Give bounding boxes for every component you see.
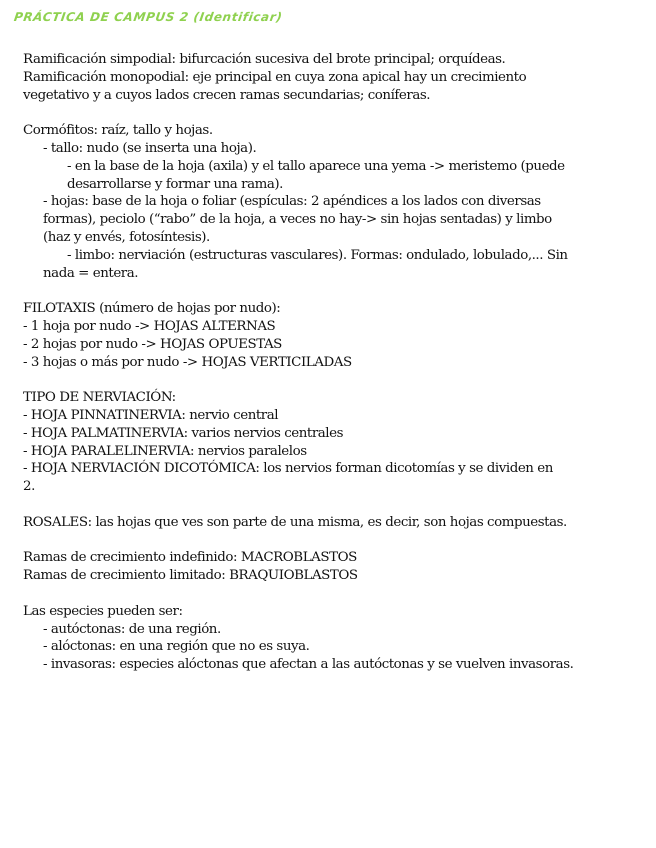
handwritten-title: PRÁCTICA DE CAMPUS 2 (Identificar): [13, 10, 284, 24]
text-line-ramas-indefinido: Ramas de crecimiento indefinido: MACROBLASTOS: [23, 550, 357, 566]
list-item: - 3 hojas o más por nudo -> HOJAS VERTICILADAS: [23, 354, 352, 370]
list-item-tallo: - tallo: nudo (se inserta una hoja).: [43, 140, 257, 156]
text-line-ramificacion-monopodial: Ramificación monopodial: eje principal en cuya zona apical hay un crecimiento: [23, 69, 527, 85]
spacer: [23, 496, 623, 514]
spacer: [23, 104, 623, 122]
text-line-ramificacion-monopodial-cont: vegetativo y a cuyos lados crecen ramas secundarias; coníferas.: [23, 87, 431, 103]
list-item-cont: 2.: [23, 479, 35, 495]
list-item: - autóctonas: de una región.: [43, 621, 221, 637]
spacer: [23, 371, 623, 389]
list-item: - HOJA PALMATINERVIA: varios nervios centrales: [23, 425, 344, 441]
section-title-especies: Las especies pueden ser:: [23, 603, 183, 619]
text-line-ramas-limitado: Ramas de crecimiento limitado: BRAQUIOBLASTOS: [23, 568, 358, 584]
list-item-limbo: - limbo: nerviación (estructuras vasculares). Formas: ondulado, lobulado,... Sin: [67, 247, 568, 263]
text-line-rosales: ROSALES: las hojas que ves son parte de una misma, es decir, son hojas compuestas.: [23, 514, 567, 530]
section-title-cormofitos: Cormófitos: raíz, tallo y hojas.: [23, 123, 213, 139]
list-item: - HOJA PINNATINERVIA: nervio central: [23, 407, 279, 423]
list-item: - alóctonas: en una región que no es suya.: [43, 639, 310, 655]
document-body: [23, 51, 623, 674]
spacer: [23, 282, 623, 300]
list-item: - HOJA PARALELINERVIA: nervios paralelos: [23, 443, 307, 459]
list-item-hojas: - hojas: base de la hoja o foliar (espículas: 2 apéndices a los lados con diversas: [43, 194, 541, 210]
list-item: - 2 hojas por nudo -> HOJAS OPUESTAS: [23, 336, 282, 352]
list-item-limbo-cont: nada = entera.: [43, 265, 139, 281]
list-item-tallo-sub-cont: desarrollarse y formar una rama).: [67, 176, 283, 192]
section-title-nerviacion: TIPO DE NERVIACIÓN:: [23, 390, 176, 406]
list-item: - invasoras: especies alóctonas que afectan a las autóctonas y se vuelven invasoras.: [43, 657, 574, 673]
text-line-ramificacion-simpodial: Ramificación simpodial: bifurcación sucesiva del brote principal; orquídeas.: [23, 52, 506, 67]
list-item-tallo-sub: - en la base de la hoja (axila) y el tallo aparece una yema -> meristemo (puede: [67, 158, 565, 174]
list-item-hojas-cont: formas), peciolo (“rabo” de la hoja, a veces no hay-> sin hojas sentadas) y limbo: [43, 212, 552, 228]
list-item: - 1 hoja por nudo -> HOJAS ALTERNAS: [23, 318, 276, 334]
list-item: - HOJA NERVIACIÓN DICOTÓMICA: los nervios forman dicotomías y se dividen en: [23, 461, 553, 477]
spacer: [23, 532, 623, 550]
spacer: [23, 585, 623, 603]
section-title-filotaxis: FILOTAXIS (número de hojas por nudo):: [23, 301, 281, 317]
list-item-hojas-cont-2: (haz y envés, fotosíntesis).: [43, 229, 210, 245]
